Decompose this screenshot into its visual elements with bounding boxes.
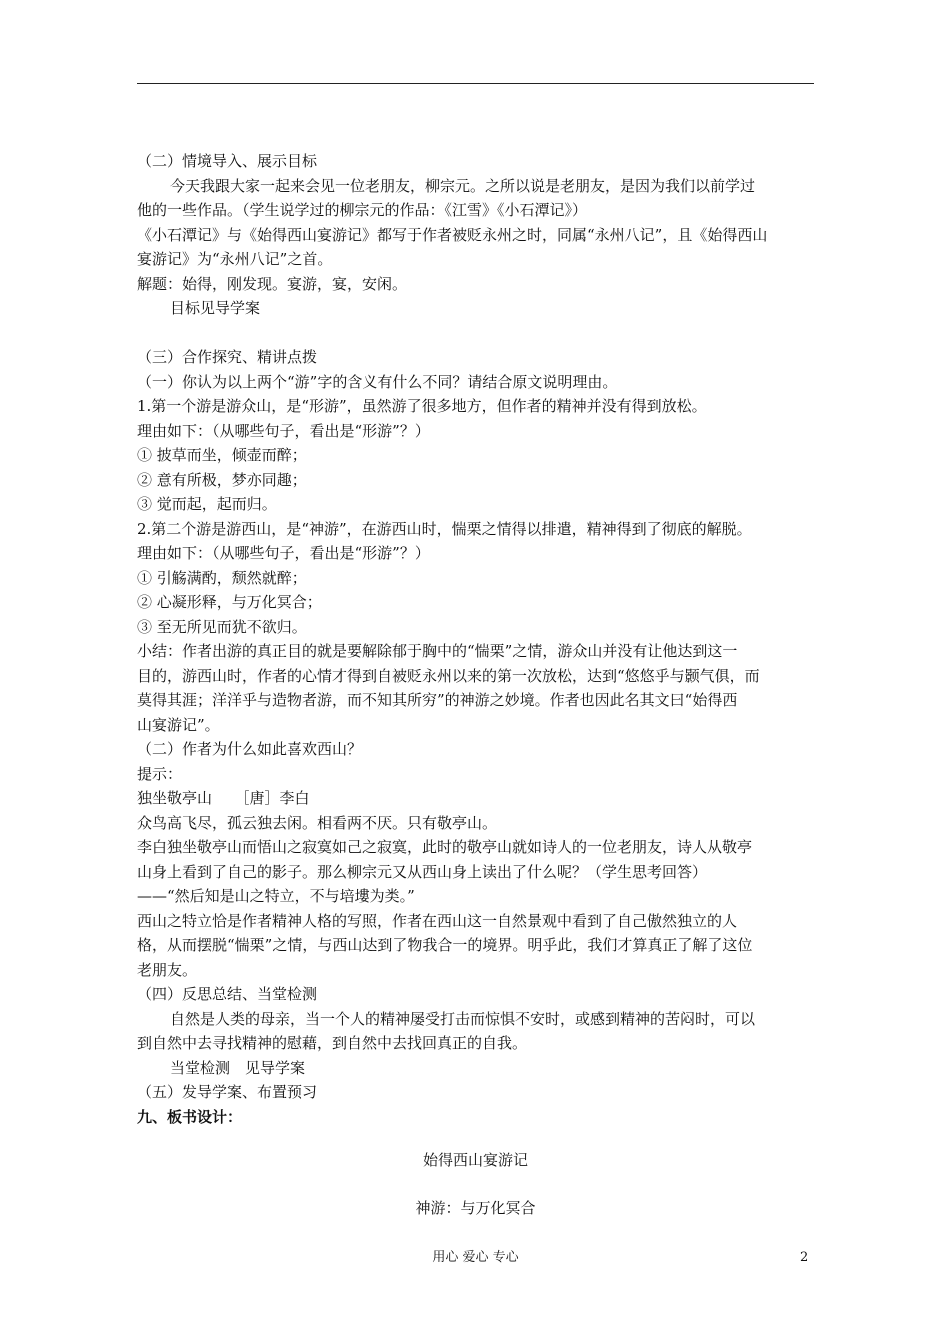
text-line [137, 321, 817, 346]
document-body [137, 149, 817, 1129]
text-line: （二）作者为什么如此喜欢西山？ [137, 740, 363, 758]
text-line: （二）情境导入、展示目标 [137, 152, 318, 170]
text-line: 小结：作者出游的真正目的就是要解除郁于胸中的“惴栗”之情，游众山并没有让他达到这一 [137, 642, 738, 660]
text-line: 到自然中去寻找精神的慰藉，到自然中去找回真正的自我。 [137, 1034, 528, 1052]
text-line: 他的一些作品。（学生说学过的柳宗元的作品：《江雪》《小石潭记》） [137, 201, 588, 219]
text-line: ① 引觞满酌，颓然就醉； [137, 568, 307, 587]
text-line: ③ 至无所见而犹不欲归。 [137, 617, 307, 636]
text-line: 西山之特立恰是作者精神人格的写照，作者在西山这一自然景观中看到了自己傲然独立的人 [137, 911, 738, 930]
text-line: 山宴游记”。 [137, 715, 220, 734]
text-line: 山身上看到了自己的影子。那么柳宗元又从西山身上读出了什么呢？（学生思考回答） [137, 862, 708, 881]
text-line: 《小石潭记》与《始得西山宴游记》都写于作者被贬永州之时，同属“永州八记”，且《始得西山 [137, 225, 768, 244]
header-rule [137, 83, 814, 84]
board-title: 始得西山宴游记 [422, 1151, 528, 1169]
page-number: 2 [800, 1250, 809, 1265]
text-line: （四）反思总结、当堂检测 [137, 985, 318, 1003]
text-line: ——“然后知是山之特立，不与培塿为类。” [137, 887, 415, 905]
text-line: ② 意有所极，梦亦同趣； [137, 470, 307, 489]
text-line: 自然是人类的母亲，当一个人的精神屡受打击而惊惧不安时，或感到精神的苦闷时，可以 [170, 1009, 756, 1028]
text-line: 老朋友。 [137, 960, 198, 979]
text-line: 今天我跟大家一起来会见一位老朋友，柳宗元。之所以说是老朋友，是因为我们以前学过 [170, 176, 756, 195]
text-line: ① 披草而坐，倾壶而醉； [137, 446, 307, 464]
text-line: （一）你认为以上两个“游”字的含义有什么不同？请结合原文说明理由。 [137, 372, 618, 391]
text-line: 理由如下：（从哪些句子，看出是“形游”？） [137, 421, 430, 440]
text-line: 众鸟高飞尽，孤云独去闲。相看两不厌。只有敬亭山。 [137, 813, 498, 832]
text-line: 格，从而摆脱“惴栗”之情，与西山达到了物我合一的境界。明乎此，我们才算真正了解了这位 [137, 936, 753, 954]
text-line: （三）合作探究、精讲点拨 [137, 348, 318, 366]
section-heading: 九、板书设计： [137, 1107, 243, 1126]
text-line: 2.第二个游是游西山，是“神游”，在游西山时，惴栗之情得以排遣，精神得到了彻底的解脱。 [137, 519, 752, 538]
board-line: 神游：与万化冥合 [415, 1199, 536, 1217]
text-line: 目的，游西山时，作者的心情才得到自被贬永州以来的第一次放松，达到“悠悠乎与颢气俱，而 [137, 666, 760, 685]
text-line: 理由如下：（从哪些句子，看出是“形游”？） [137, 544, 430, 562]
text-line: 李白独坐敬亭山而悟山之寂寞如己之寂寞，此时的敬亭山就如诗人的一位老朋友，诗人从敬亭 [137, 838, 753, 856]
page-footer: 用心 爱心 专心 [432, 1250, 519, 1265]
text-line: ③ 觉而起，起而归。 [137, 495, 277, 513]
text-line: 目标见导学案 [170, 299, 261, 317]
text-line: 独坐敬亭山 ［唐］李白 [137, 789, 310, 807]
text-line: 解题：始得，刚发现。宴游，宴，安闲。 [137, 274, 408, 293]
text-line: 提示： [137, 764, 183, 783]
text-line: ② 心凝形释，与万化冥合； [137, 593, 322, 611]
text-line: 莫得其涯；洋洋乎与造物者游，而不知其所穷”的神游之妙境。作者也因此名其文曰“始得西 [137, 691, 738, 709]
text-line: （五）发导学案、布置预习 [137, 1083, 318, 1101]
text-line: 当堂检测 见导学案 [170, 1058, 306, 1077]
text-line: 1.第一个游是游众山，是“形游”，虽然游了很多地方，但作者的精神并没有得到放松。 [137, 397, 707, 415]
text-line: 宴游记》为“永州八记”之首。 [137, 250, 333, 268]
